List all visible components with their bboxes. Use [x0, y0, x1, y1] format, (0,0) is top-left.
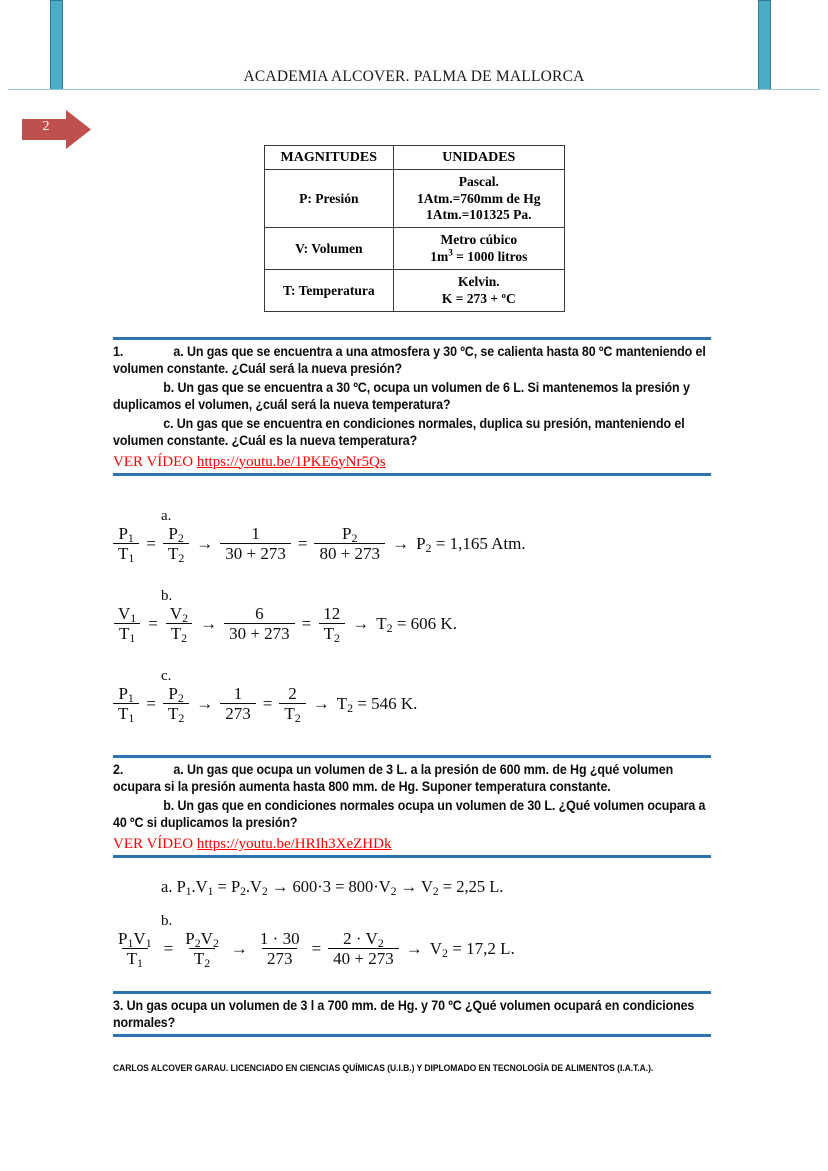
result-var: T: [336, 694, 348, 714]
fraction-12-over-t2: [318, 604, 345, 644]
numerator: 1 · 30: [259, 929, 300, 948]
result-sub: 2: [386, 621, 393, 636]
den-sub: 2: [178, 551, 185, 566]
table-row: [265, 228, 565, 270]
solution-1c-equation: [113, 684, 417, 724]
var-p1: P: [176, 877, 186, 896]
solution-1a-equation: [113, 524, 526, 564]
solution-1b: [113, 588, 457, 644]
arrow-symbol: →: [312, 694, 330, 714]
cell-units-volume: [393, 228, 564, 270]
num-var: P: [342, 524, 352, 543]
fraction-p2-t2: [163, 524, 189, 564]
video-label: VER VÍDEO: [113, 835, 194, 852]
equals-sign: =: [262, 694, 273, 714]
sub: 2: [261, 886, 268, 898]
cell-units-temperature: [393, 270, 564, 312]
numerator: 1: [233, 684, 243, 703]
denominator: 273: [220, 703, 256, 724]
exercise-3-rule-bottom: [113, 1034, 711, 1037]
denominator: 30 + 273: [220, 543, 291, 564]
exercise-2-video-line: [113, 835, 711, 856]
unit-prefix: 1m: [430, 248, 449, 264]
video-link[interactable]: https://youtu.be/HRIh3XeZHDk: [196, 835, 392, 852]
num-sub: 2: [182, 611, 189, 626]
denominator: [122, 948, 148, 969]
fraction-p1-t1: [113, 524, 139, 564]
num-var: P: [118, 524, 128, 543]
denominator: [113, 543, 139, 564]
exercise-3-block: [113, 991, 711, 1037]
den-var: T: [118, 704, 129, 724]
calc-right: 800·V: [348, 877, 391, 896]
numerator: [165, 604, 193, 626]
page-number-label: 2: [42, 119, 50, 134]
exercise-3-statement: 3. Un gas ocupa un volumen de 3 l a 700 mm. de Hg. y 70 ºC ¿Qué volumen ocupará en condiciones normales?: [113, 998, 695, 1031]
numerator: [113, 929, 157, 951]
video-link[interactable]: https://youtu.be/1PKE6yNr5Qs: [196, 453, 386, 470]
sub: 1: [137, 956, 143, 971]
denominator: [166, 623, 192, 644]
unit-line: 1Atm.=101325 Pa.: [426, 207, 532, 223]
calc-left: 600·3: [292, 877, 331, 896]
table-header-row: [265, 146, 565, 170]
sub: 2: [442, 946, 448, 961]
den-var: T: [167, 704, 179, 724]
sub: 2: [240, 886, 246, 898]
unit-line: Kelvin.: [457, 274, 500, 290]
den-sub: 2: [294, 711, 301, 726]
exercise-2-number: 2.: [113, 762, 124, 777]
denominator: 40 + 273: [328, 948, 399, 969]
var-v2: .V: [245, 877, 262, 896]
cell-units-pressure: [393, 170, 564, 228]
sub: 1: [207, 886, 214, 898]
num-var: P: [168, 524, 178, 543]
solution-1a-result: [416, 534, 526, 554]
equals-sign: =: [148, 614, 158, 634]
result-value: = 2,25 L.: [438, 877, 504, 896]
equals-sign: =: [311, 939, 322, 959]
denominator: [319, 623, 345, 644]
num-var: P: [118, 684, 128, 703]
den-var: T: [193, 949, 205, 969]
page-header: [0, 0, 828, 96]
solution-1a: [113, 508, 526, 564]
solution-2b-label: b.: [161, 913, 173, 929]
arrow-symbol: →: [230, 939, 248, 959]
solution-2b-equation: [113, 929, 515, 969]
num-sub: 2: [177, 691, 184, 706]
num-var-p: P: [118, 929, 128, 948]
num-var: V: [118, 604, 131, 623]
exercise-2-item-b: [113, 797, 711, 832]
num-var: P: [168, 684, 178, 703]
cell-magnitude-volume: V: Volumen: [265, 228, 394, 270]
sub: 1: [127, 936, 134, 951]
num-sub: 2: [351, 531, 358, 546]
header-divider: [8, 89, 820, 90]
solution-2b-result: [430, 939, 515, 959]
fraction-v2-t2: [165, 604, 193, 644]
equals-sign: =: [297, 534, 308, 554]
den-var: T: [126, 949, 138, 969]
num-expr: 2 · V: [343, 929, 378, 948]
fraction-6-over-303: [224, 604, 295, 644]
den-sub: 2: [333, 631, 340, 646]
den-sub: 2: [181, 631, 188, 646]
den-var: T: [323, 624, 334, 644]
unit-suffix: = 1000 litros: [452, 248, 528, 264]
arrow-symbol: →: [392, 534, 410, 554]
numerator: 2: [288, 684, 297, 703]
fraction-2v2-over-313: [328, 929, 399, 969]
num-var-v: V: [133, 929, 146, 948]
arrow-symbol: →: [267, 877, 293, 896]
cell-magnitude-temperature: T: Temperatura: [265, 270, 394, 312]
exercise-2-rule-bottom: [113, 855, 711, 858]
equals-sign: =: [146, 694, 156, 714]
sub: 2: [212, 936, 219, 951]
exercise-1-number: 1.: [113, 344, 124, 359]
exercise-1-video-line: [113, 453, 711, 474]
sub: 2: [432, 886, 439, 898]
fraction-1-over-273: [220, 684, 256, 724]
solution-1c: [113, 668, 417, 724]
denominator: [163, 543, 189, 564]
den-sub: 1: [128, 551, 135, 566]
arrow-symbol: →: [352, 614, 370, 634]
denominator: [279, 703, 305, 724]
numerator: [163, 524, 188, 546]
den-var: T: [170, 624, 182, 644]
equals-sign: =: [213, 877, 231, 896]
fraction-130-over-273: [255, 929, 305, 969]
unit-line: [398, 249, 560, 265]
exercise-1-text: [113, 340, 711, 452]
numerator: [113, 684, 138, 706]
exercise-3-text: [113, 994, 711, 1034]
exercise-2-b-text: b. Un gas que en condiciones normales ocupa un volumen de 30 L. ¿Qué volumen ocupara a 40 ºC si duplicamos la presión?: [113, 797, 706, 831]
den-var: T: [118, 544, 129, 564]
numerator: 12: [323, 604, 341, 623]
numerator: 6: [255, 604, 264, 623]
den-sub: 1: [129, 631, 136, 646]
result-sub: 2: [347, 701, 354, 716]
arrow-symbol: →: [196, 534, 214, 554]
table-row: [265, 270, 565, 312]
exercise-1-block: [113, 337, 711, 476]
numerator: [163, 684, 188, 706]
table-header-unidades: UNIDADES: [393, 146, 564, 170]
equals-sign: =: [301, 614, 312, 634]
page-number-badge: [22, 110, 92, 149]
result-var: V: [429, 939, 443, 959]
num-var-v: V: [200, 929, 213, 948]
den-var: T: [118, 624, 130, 644]
numerator: [338, 929, 389, 951]
table-header-magnitudes: MAGNITUDES: [265, 146, 394, 170]
den-var: T: [284, 704, 295, 724]
arrow-symbol: →: [196, 694, 214, 714]
solution-1b-result: [376, 614, 457, 634]
arrow-symbol: →: [396, 877, 421, 896]
exercise-2-a-text: a. Un gas que ocupa un volumen de 3 L. a la presión de 600 mm. de Hg ¿qué volumen ocupara si la presión aumenta hasta 800 mm. de Hg. Suponer temperatura constante.: [113, 762, 674, 795]
table-row: [265, 170, 565, 228]
unit-line: Pascal.: [458, 174, 499, 190]
arrow-symbol: →: [405, 939, 423, 959]
page-footer: CARLOS ALCOVER GARAU. LICENCIADO EN CIENCIAS QUÍMICAS (U.I.B.) Y DIPLOMADO EN TECNOLOGÍA DE ALIMENTOS (I.A.T.A.).: [113, 1063, 654, 1074]
fraction-1-over-303: [220, 524, 291, 564]
numerator: 1: [251, 524, 260, 543]
sub: 1: [145, 936, 152, 951]
fraction-p2-over-353: [314, 524, 385, 564]
den-sub: 1: [128, 711, 135, 726]
exercise-2-item-a: [113, 761, 711, 796]
numerator: [180, 929, 224, 951]
solution-1a-label: a.: [161, 508, 172, 524]
var-v1: .V: [191, 877, 208, 896]
result-var: V: [420, 877, 433, 896]
fraction-p1-t1: [113, 684, 139, 724]
result-value: = 606 K.: [396, 614, 457, 634]
num-sub: 1: [127, 691, 134, 706]
solution-1c-result: [337, 694, 418, 714]
result-var: P: [416, 534, 426, 554]
var-p2: P: [230, 877, 241, 896]
unit-line: Metro cúbico: [440, 232, 518, 248]
num-sub: 1: [130, 611, 137, 626]
fraction-p2-t2: [163, 684, 189, 724]
unit-line: K = 273 + ºC: [441, 290, 516, 306]
result-sub: 2: [425, 541, 432, 556]
den-sub: 2: [178, 711, 185, 726]
denominator: [189, 948, 215, 969]
exercise-2-text: [113, 758, 711, 834]
result-value: = 1,165 Atm.: [435, 534, 526, 554]
result-value: = 17,2 L.: [452, 939, 515, 959]
denominator: 273: [262, 948, 298, 969]
sub: 1: [185, 886, 192, 898]
sub: 2: [194, 936, 201, 951]
result-value: = 546 K.: [357, 694, 418, 714]
num-sub: 2: [177, 531, 184, 546]
fraction-2-over-t2: [279, 684, 305, 724]
numerator: [337, 524, 362, 546]
exercise-1-item-c: [113, 415, 711, 450]
num-var-p: P: [185, 929, 195, 948]
solution-2a-equation: [161, 877, 503, 897]
video-label: VER VÍDEO: [113, 453, 194, 470]
denominator: [114, 623, 140, 644]
unit-exponent: 3: [448, 247, 453, 258]
solution-1c-label: c.: [161, 668, 172, 684]
numerator: [113, 524, 138, 546]
magnitudes-units-table: [264, 145, 565, 312]
exercise-1-item-a: [113, 343, 711, 378]
exercise-1-item-b: [113, 379, 711, 414]
equals-sign: =: [330, 877, 349, 896]
numerator: [113, 604, 141, 626]
exercise-1-a-text: a. Un gas que se encuentra a una atmosfera y 30 ºC, se calienta hasta 80 ºC manteniendo el volumen constante. ¿Cuál será la nueva presión?: [113, 344, 706, 377]
denominator: [113, 703, 139, 724]
num-var: V: [169, 604, 183, 623]
solution-2b: [113, 913, 515, 969]
solution-2a-label: a.: [161, 877, 177, 896]
solution-1b-equation: [113, 604, 457, 644]
solution-2a: [113, 877, 503, 897]
exercise-1-c-text: c. Un gas que se encuentra en condiciones normales, duplica su presión, manteniendo el volumen constante. ¿Cuál es la nueva temperatura?: [113, 415, 685, 449]
fraction-v1-t1: [113, 604, 141, 644]
equals-sign: =: [146, 534, 156, 554]
page-title: ACADEMIA ALCOVER. PALMA DE MALLORCA: [243, 68, 585, 85]
exercise-1-rule-bottom: [113, 473, 711, 476]
solution-1b-label: b.: [161, 588, 173, 604]
fraction-p2v2-t2: [180, 929, 224, 969]
denominator: 80 + 273: [314, 543, 385, 564]
num-sub: 1: [127, 531, 134, 546]
fraction-p1v1-t1: [113, 929, 157, 969]
den-var: T: [167, 544, 179, 564]
sub: 2: [377, 936, 384, 951]
result-var: T: [376, 614, 387, 634]
unit-line: 1Atm.=760mm de Hg: [417, 190, 541, 206]
sub: 2: [390, 886, 397, 898]
arrow-symbol: →: [200, 614, 218, 634]
equals-sign: =: [163, 939, 174, 959]
exercise-2-block: [113, 755, 711, 858]
exercise-1-b-text: b. Un gas que se encuentra a 30 ºC, ocupa un volumen de 6 L. Si mantenemos la presión y duplicamos el volumen, ¿cuál será la nueva temperatura?: [113, 379, 690, 413]
cell-magnitude-pressure: P: Presión: [265, 170, 394, 228]
denominator: [163, 703, 189, 724]
denominator: 30 + 273: [224, 623, 295, 644]
sub: 2: [204, 956, 211, 971]
